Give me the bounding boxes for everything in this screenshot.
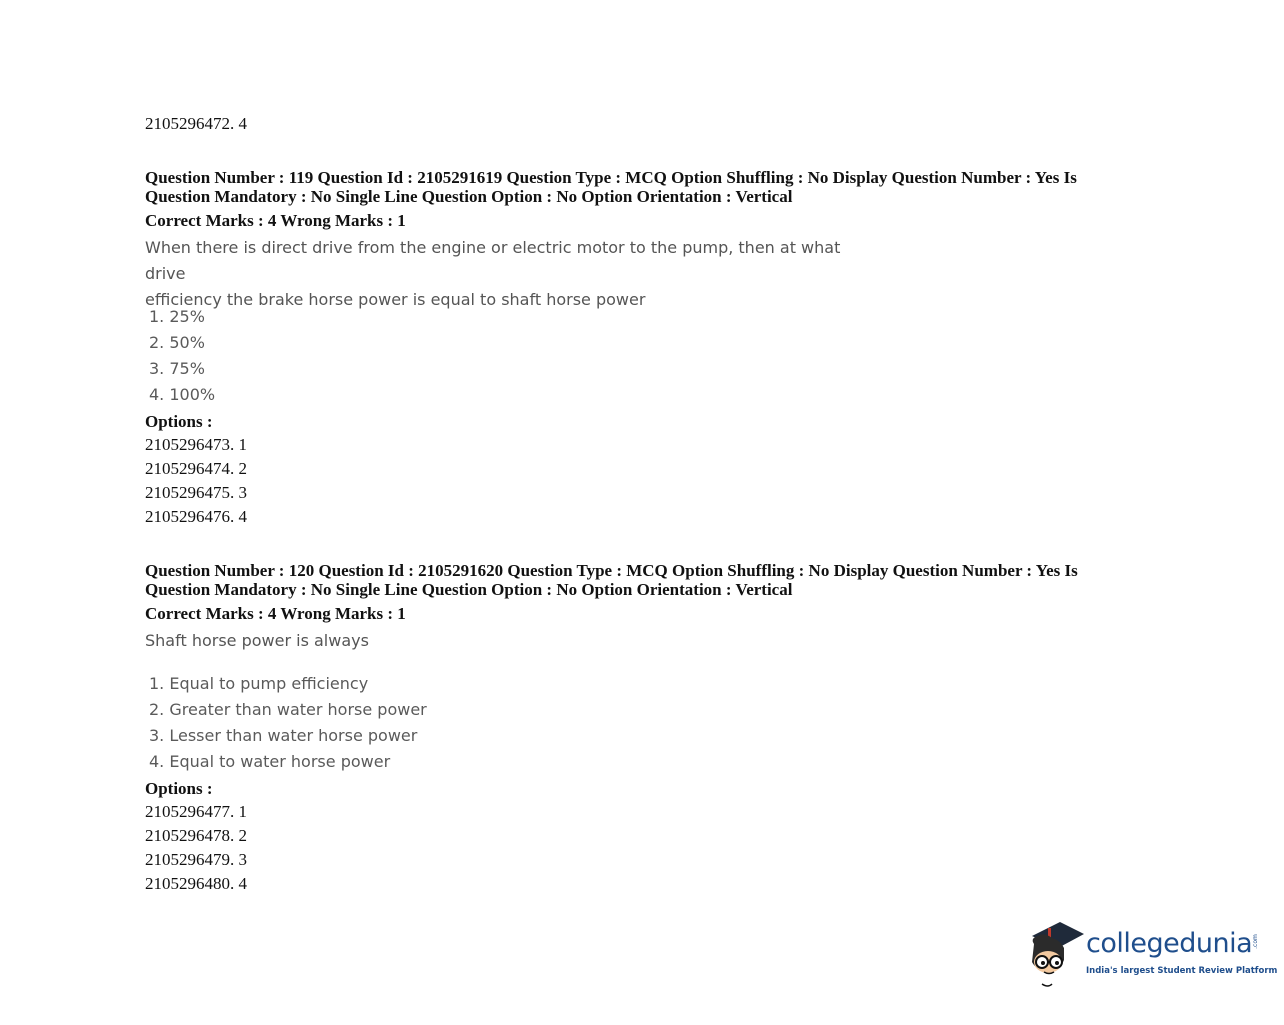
option-id-line: 2105296473. 1 (145, 435, 247, 454)
question-meta (145, 561, 1105, 599)
question-meta-line2: Question Mandatory : No Single Line Question Option : No Option Orientation : Vertical (145, 187, 793, 206)
choice-item: 3. 75% (149, 359, 205, 378)
collegedunia-logo (1022, 918, 1278, 990)
question-meta-line2: Question Mandatory : No Single Line Question Option : No Option Orientation : Vertical (145, 580, 793, 599)
question-marks: Correct Marks : 4 Wrong Marks : 1 (145, 604, 406, 623)
choice-item: 3. Lesser than water horse power (149, 726, 418, 745)
option-id-line: 2105296479. 3 (145, 850, 247, 869)
mascot-icon (1022, 918, 1086, 990)
choice-item: 1. Equal to pump efficiency (149, 674, 369, 693)
option-id-line: 2105296475. 3 (145, 483, 247, 502)
question-meta-line1: Question Number : 119 Question Id : 2105291619 Question Type : MCQ Option Shuffling : No Display Question Number : Yes Is (145, 168, 1077, 187)
question-marks: Correct Marks : 4 Wrong Marks : 1 (145, 211, 406, 230)
options-label: Options : (145, 779, 213, 798)
question-text (145, 628, 865, 654)
question-text-line1: Shaft horse power is always (145, 631, 369, 650)
question-text-line1: When there is direct drive from the engine or electric motor to the pump, then at what drive (145, 238, 841, 283)
option-id-line: 2105296477. 1 (145, 802, 247, 821)
choice-item: 4. 100% (149, 385, 216, 404)
question-text-line2: efficiency the brake horse power is equal to shaft horse power (145, 290, 646, 309)
logo-wordmark: collegedunia (1086, 928, 1253, 959)
question-meta-line1: Question Number : 120 Question Id : 2105291620 Question Type : MCQ Option Shuffling : No Display Question Number : Yes Is (145, 561, 1078, 580)
choice-item: 4. Equal to water horse power (149, 752, 391, 771)
choice-item: 2. Greater than water horse power (149, 700, 427, 719)
option-id-line: 2105296478. 2 (145, 826, 247, 845)
logo-tagline: India's largest Student Review Platform (1086, 966, 1278, 976)
logo-suffix: .com (1251, 934, 1259, 949)
choice-item: 1. 25% (149, 307, 205, 326)
option-id-line: 2105296476. 4 (145, 507, 247, 526)
choice-item: 2. 50% (149, 333, 205, 352)
question-meta (145, 168, 1105, 206)
question-text (145, 235, 865, 313)
option-id-line: 2105296480. 4 (145, 874, 247, 893)
prev-option-line: 2105296472. 4 (145, 114, 247, 133)
option-id-line: 2105296474. 2 (145, 459, 247, 478)
options-label: Options : (145, 412, 213, 431)
